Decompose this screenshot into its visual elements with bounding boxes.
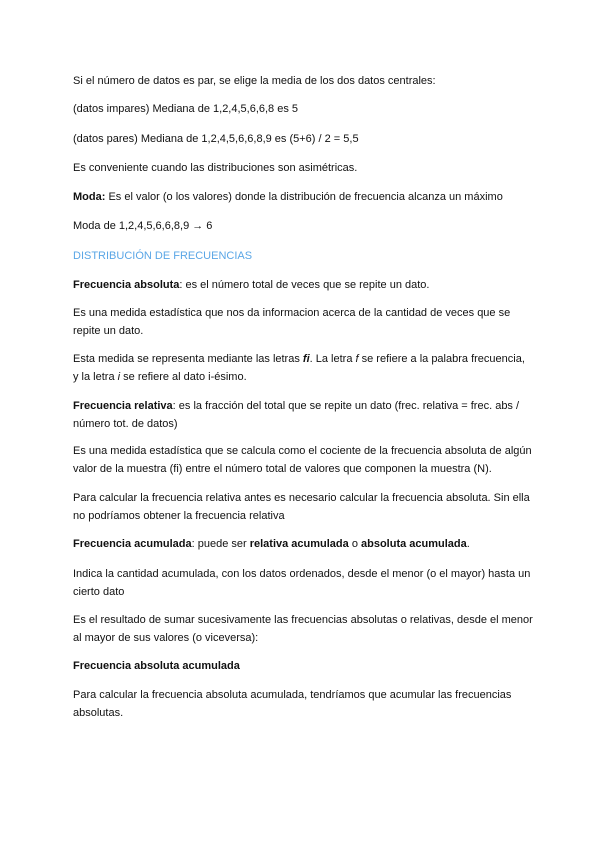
section-heading: DISTRIBUCIÓN DE FRECUENCIAS bbox=[73, 250, 253, 262]
term-absoluta-acumulada: absoluta acumulada bbox=[361, 538, 467, 550]
term-moda: Moda: bbox=[73, 191, 106, 203]
text-segment: . bbox=[466, 538, 470, 550]
text-segment: se refiere a la palabra frecuencia, y la letra bbox=[73, 353, 525, 383]
text-segment: . La letra bbox=[309, 353, 356, 365]
frecuencia-relativa-definition: : es la fracción del total que se repite un dato (frec. relativa = frec. abs / número tot. de datos) bbox=[73, 400, 520, 430]
term-frecuencia-acumulada: Frecuencia acumulada bbox=[73, 538, 192, 550]
frecuencia-absoluta-definition: : es el número total de veces que se repite un dato. bbox=[179, 279, 430, 291]
text-segment: o bbox=[348, 538, 361, 550]
text-segment: se refiere al dato i-ésimo. bbox=[120, 371, 247, 383]
paragraph-frecuencia-absoluta bbox=[73, 276, 533, 294]
paragraph-mediana-impares: (datos impares) Mediana de 1,2,4,5,6,6,8 es 5 bbox=[73, 103, 299, 115]
term-frecuencia-absoluta: Frecuencia absoluta bbox=[73, 279, 180, 291]
text-segment: : puede ser bbox=[191, 538, 250, 550]
term-frecuencia-relativa: Frecuencia relativa bbox=[73, 400, 173, 412]
text-segment: Esta medida se representa mediante las letras bbox=[73, 353, 303, 365]
subheading-absoluta-acumulada: Frecuencia absoluta acumulada bbox=[73, 660, 240, 672]
paragraph-asimetricas: Es conveniente cuando las distribuciones son asimétricas. bbox=[73, 162, 358, 174]
symbol-f: f bbox=[355, 353, 359, 365]
paragraph-letras-fi bbox=[73, 350, 533, 386]
paragraph-moda bbox=[73, 188, 533, 206]
paragraph-cociente: Es una medida estadística que se calcula como el cociente de la frecuencia absoluta de algún valor de la muestra (fi) entre el número total de valores que componen la muestra (N). bbox=[73, 445, 532, 475]
paragraph-frecuencia-acumulada bbox=[73, 535, 533, 553]
paragraph-calcular-acumulada: Para calcular la frecuencia absoluta acumulada, tendríamos que acumular las frecuencias absolutas. bbox=[73, 689, 512, 719]
paragraph-frecuencia-relativa bbox=[73, 397, 533, 433]
paragraph-calcular-relativa: Para calcular la frecuencia relativa antes es necesario calcular la frecuencia absoluta. Sin ella no podríamos obtener la frecuencia relativa bbox=[73, 492, 530, 522]
symbol-i: i bbox=[117, 371, 121, 383]
paragraph-cantidad-acumulada: Indica la cantidad acumulada, con los datos ordenados, desde el menor (o el mayor) hasta un cierto dato bbox=[73, 568, 531, 598]
paragraph-medida-estadistica: Es una medida estadística que nos da informacion acerca de la cantidad de veces que se repite un dato. bbox=[73, 307, 511, 337]
term-relativa-acumulada: relativa acumulada bbox=[249, 538, 349, 550]
paragraph-mediana-par: Si el número de datos es par, se elige la media de los dos datos centrales: bbox=[73, 75, 436, 87]
paragraph-mediana-pares: (datos pares) Mediana de 1,2,4,5,6,6,8,9 es (5+6) / 2 = 5,5 bbox=[73, 133, 359, 145]
paragraph-sumar-sucesivamente: Es el resultado de sumar sucesivamente las frecuencias absolutas o relativas, desde el menor al mayor de sus valores (o viceversa): bbox=[73, 614, 533, 644]
moda-definition: Es el valor (o los valores) donde la distribución de frecuencia alcanza un máximo bbox=[105, 191, 503, 203]
symbol-fi: fi bbox=[302, 353, 310, 365]
paragraph-moda-example: Moda de 1,2,4,5,6,6,8,9 → 6 bbox=[73, 220, 213, 232]
